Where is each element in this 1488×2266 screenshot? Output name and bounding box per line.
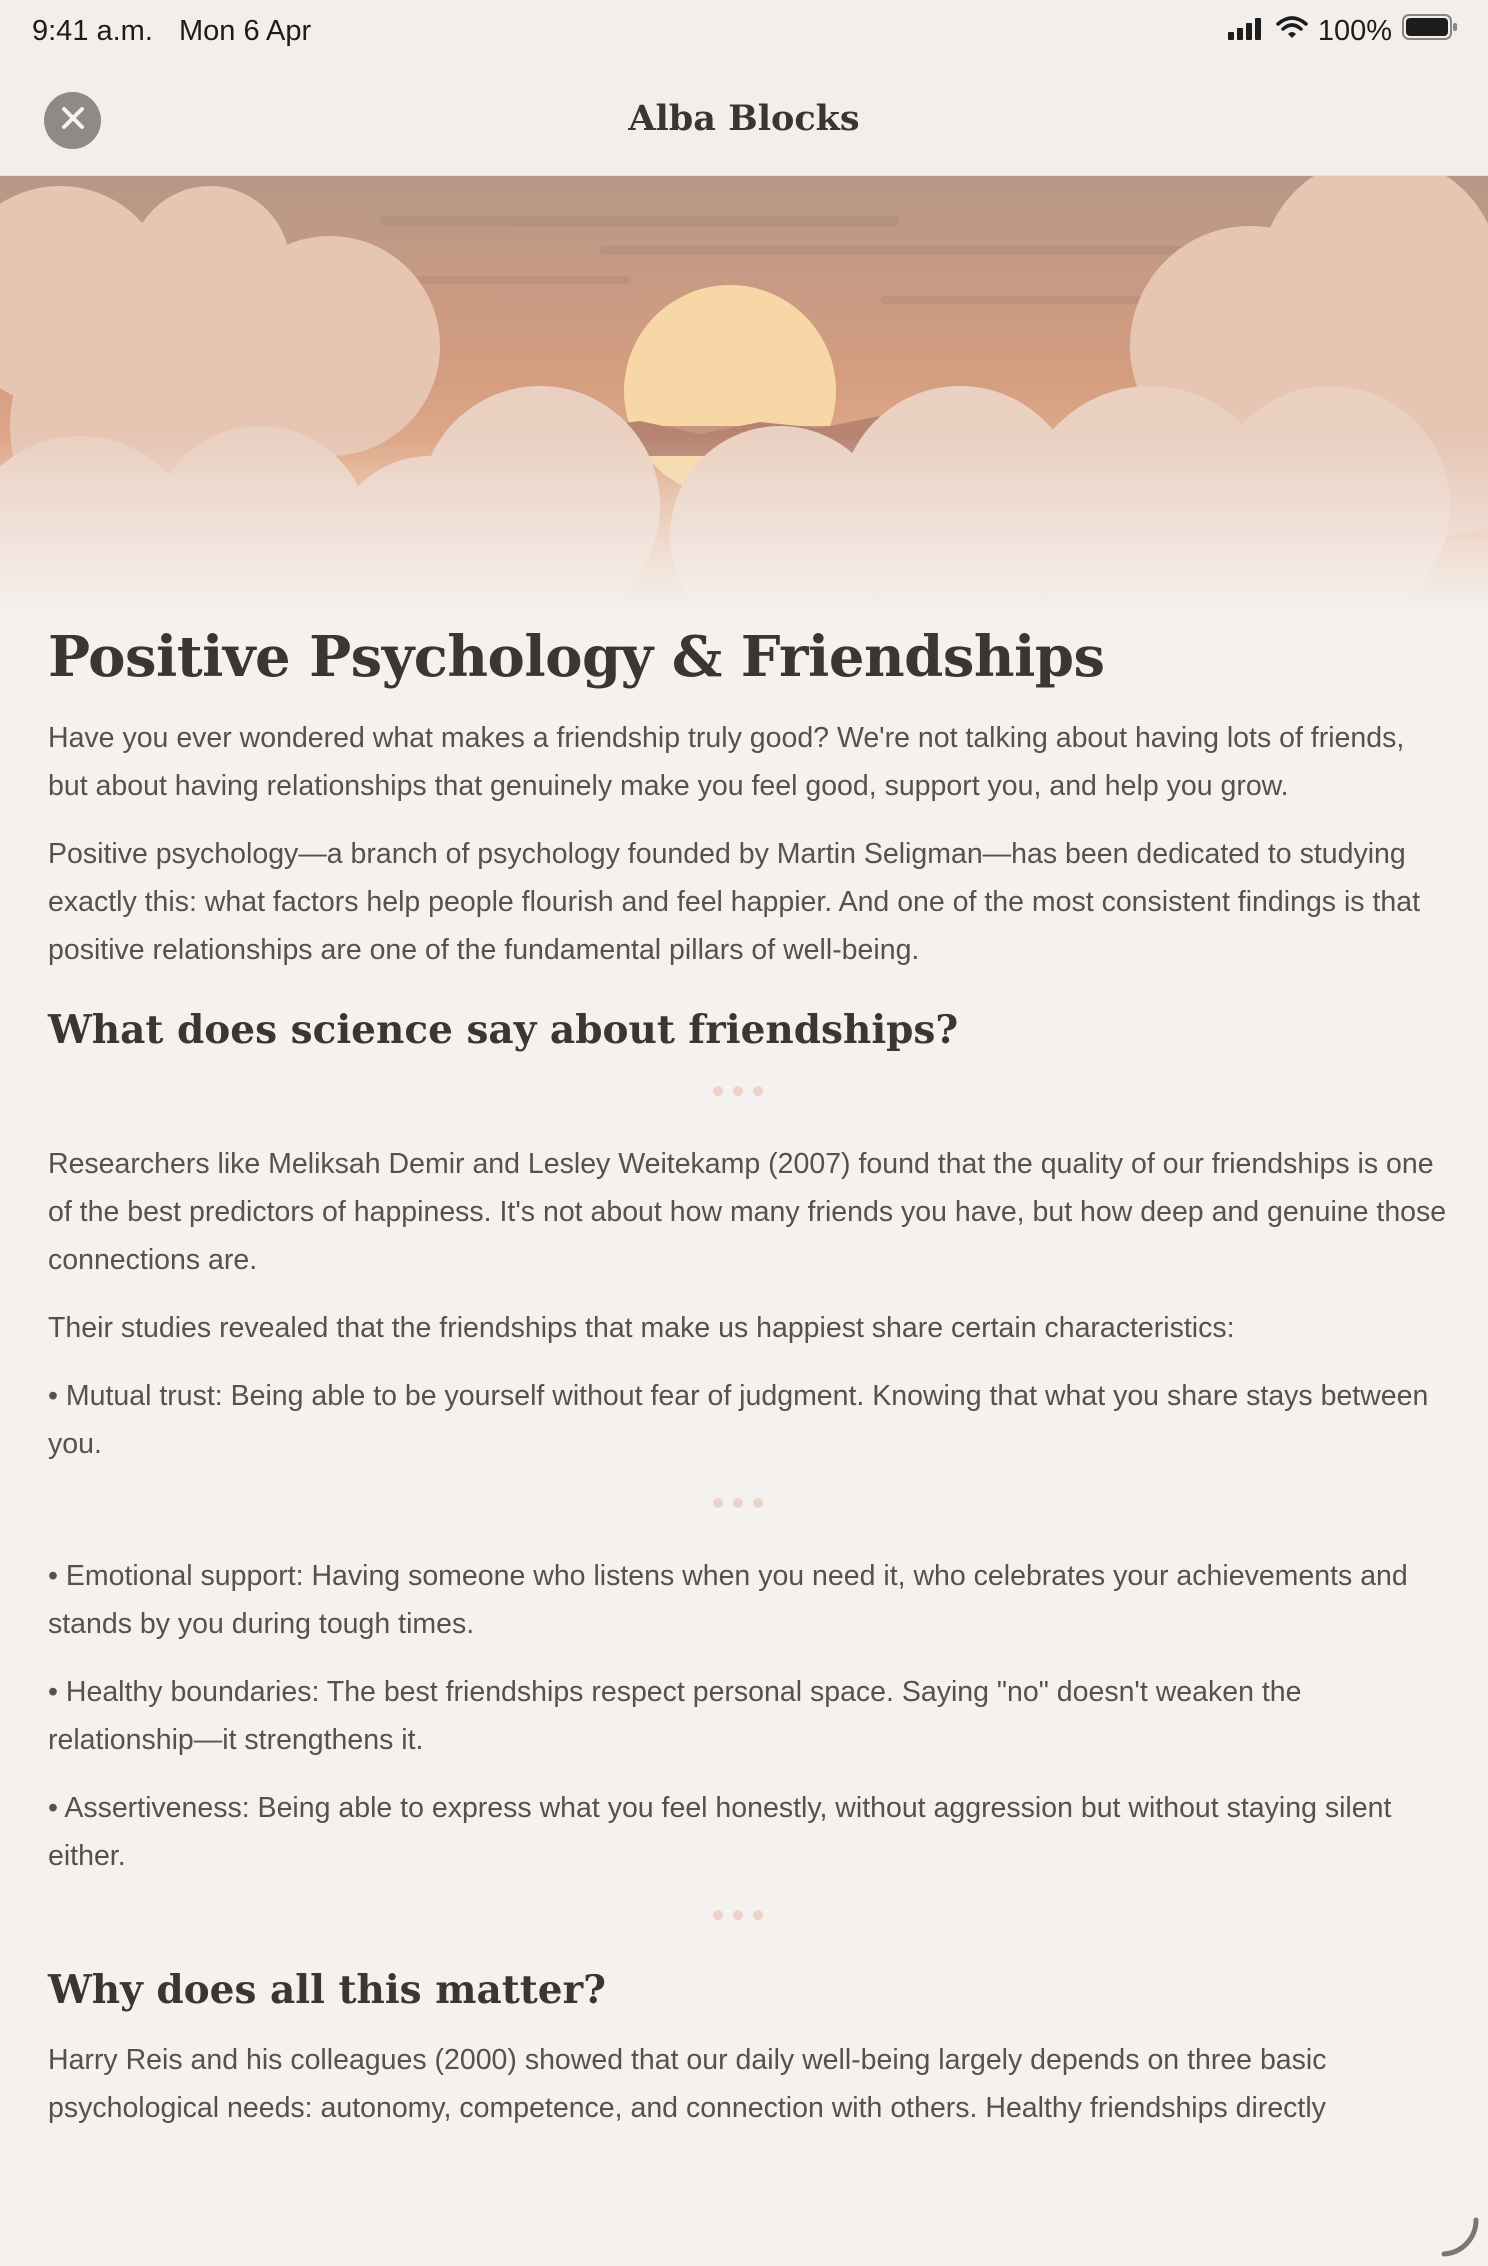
science-paragraph-2: Their studies revealed that the friendships that make us happiest share certain characteristics: (48, 1312, 1235, 1344)
wifi-icon (1276, 15, 1308, 48)
science-paragraph-1: Researchers like Meliksah Demir and Lesley Weitekamp (2007) found that the quality of our friendships is one of the best predictors of happiness. It's not about how many friends you have, but how deep and genuine those connections are. (48, 1148, 1447, 1276)
intro-paragraph-1: Have you ever wondered what makes a friendship truly good? We're not talking about having lots of friends, but about having relationships that genuinely make you feel good, support you, and help you grow. (48, 722, 1405, 802)
section-heading-science: What does science say about friendships? (48, 1007, 959, 1053)
section-heading-why: Why does all this matter? (48, 1967, 606, 2013)
bullet-assertiveness: • Assertiveness: Being able to express what you feel honestly, without aggression but without staying silent either. (48, 1792, 1392, 1872)
article-title: Positive Psychology & Friendships (48, 624, 1105, 690)
status-bar (0, 0, 1488, 62)
bullet-emotional-support: • Emotional support: Having someone who listens when you need it, who celebrates your achievements and stands by you during tough times. (48, 1560, 1408, 1640)
bullet-mutual-trust: • Mutual trust: Being able to be yourself without fear of judgment. Knowing that what you share stays between you. (48, 1380, 1429, 1460)
why-paragraph-1: Harry Reis and his colleagues (2000) showed that our daily well-being largely depends on three basic psychological needs: autonomy, competence, and connection with others. Healthy friendships directly (48, 2044, 1327, 2124)
close-button[interactable] (44, 92, 101, 149)
hero-illustration (0, 176, 1488, 616)
status-right (1228, 14, 1458, 48)
battery-icon (1402, 14, 1458, 48)
nav-bar (0, 62, 1488, 176)
signal-icon (1228, 15, 1266, 48)
article-content (48, 620, 1448, 2152)
bullet-healthy-boundaries: • Healthy boundaries: The best friendships respect personal space. Saying "no" doesn't weaken the relationship—it strengthens it. (48, 1676, 1302, 1756)
section-divider (48, 1900, 1448, 1930)
section-divider (48, 1488, 1448, 1518)
nav-title: Alba Blocks (628, 98, 860, 139)
status-time: 9:41 a.m. (32, 14, 153, 47)
section-divider (48, 1076, 1448, 1106)
close-icon (60, 105, 86, 136)
battery-percent: 100% (1317, 14, 1392, 47)
status-left (32, 15, 329, 48)
status-date: Mon 6 Apr (178, 14, 312, 47)
loading-spinner-icon (1436, 2214, 1480, 2258)
intro-paragraph-2: Positive psychology—a branch of psychology founded by Martin Seligman—has been dedicated to studying exactly this: what factors help people flourish and feel happier. And one of the most consistent findings is that positive relationships are one of the fundamental pillars of well-being. (48, 838, 1420, 966)
